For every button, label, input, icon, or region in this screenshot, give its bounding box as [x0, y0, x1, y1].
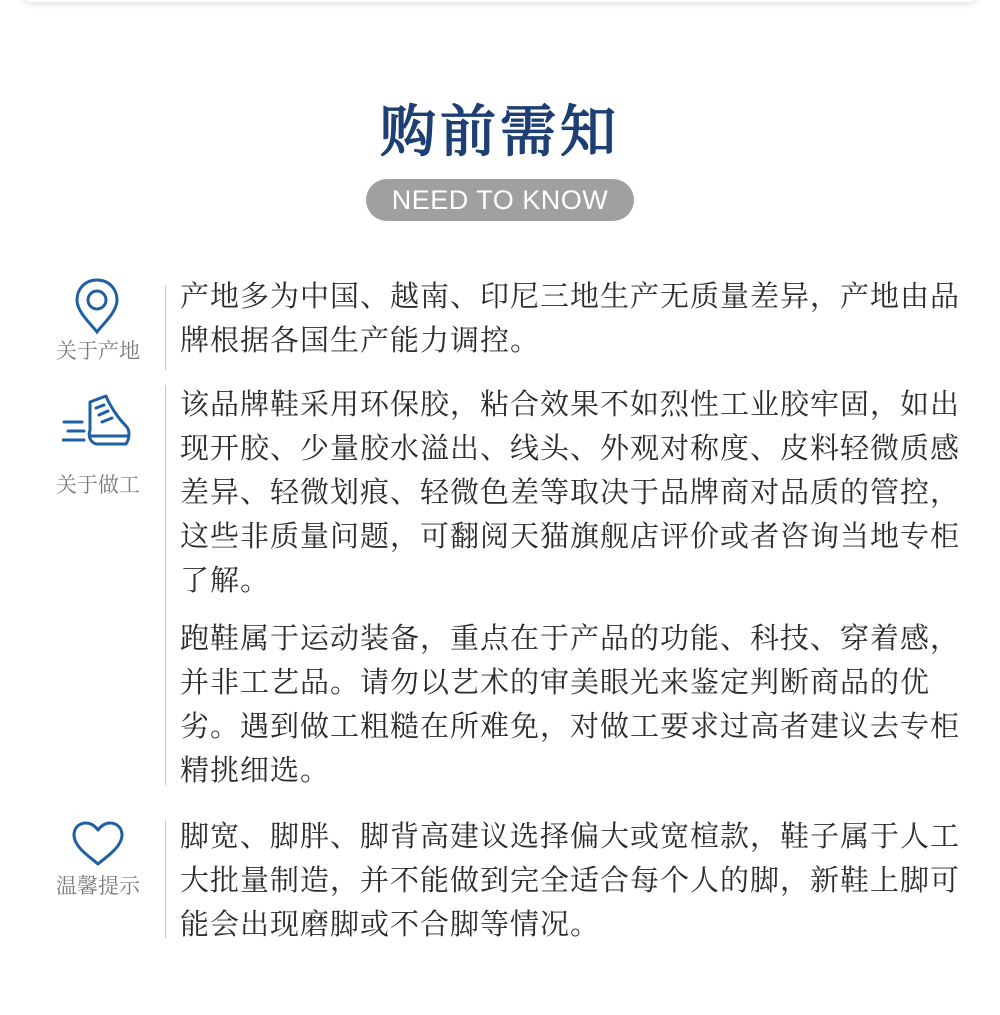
running-shoe-icon [62, 392, 134, 452]
top-card-edge [20, 0, 980, 2]
workmanship-paragraph-2: 跑鞋属于运动装备，重点在于产品的功能、科技、穿着感，并非工艺品。请勿以艺术的审美眼光来鉴定判断商品的优劣。遇到做工粗糙在所难免，对做工要求过高者建议去专柜精挑细选。 [180, 621, 961, 787]
section-divider-tips [165, 820, 166, 938]
workmanship-paragraph-1: 该品牌鞋采用环保胶，粘合效果不如烈性工业胶牢固，如出现开胶、少量胶水溢出、线头、外观对称度、皮料轻微质感差异、轻微划痕、轻微色差等取决于品牌商对品质的管控，这些非质量问题，可翻阅天猫旗舰店评价或者咨询当地专柜了解。 [180, 387, 961, 597]
subtitle-badge: NEED TO KNOW [366, 179, 634, 221]
page-title: 购前需知 [380, 100, 620, 165]
heart-icon [70, 820, 126, 868]
section-label-origin: 关于产地 [56, 339, 140, 363]
section-divider-origin [165, 285, 166, 370]
origin-paragraph: 产地多为中国、越南、印尼三地生产无质量差异，产地由品牌根据各国生产能力调控。 [180, 279, 961, 357]
section-divider-workmanship [165, 385, 166, 785]
location-pin-icon [67, 276, 127, 336]
section-label-tips: 温馨提示 [56, 874, 140, 898]
section-label-workmanship: 关于做工 [56, 473, 140, 497]
tips-paragraph: 脚宽、脚胖、脚背高建议选择偏大或宽楦款，鞋子属于人工大批量制造，并不能做到完全适合每个人的脚，新鞋上脚可能会出现磨脚或不合脚等情况。 [180, 819, 961, 941]
